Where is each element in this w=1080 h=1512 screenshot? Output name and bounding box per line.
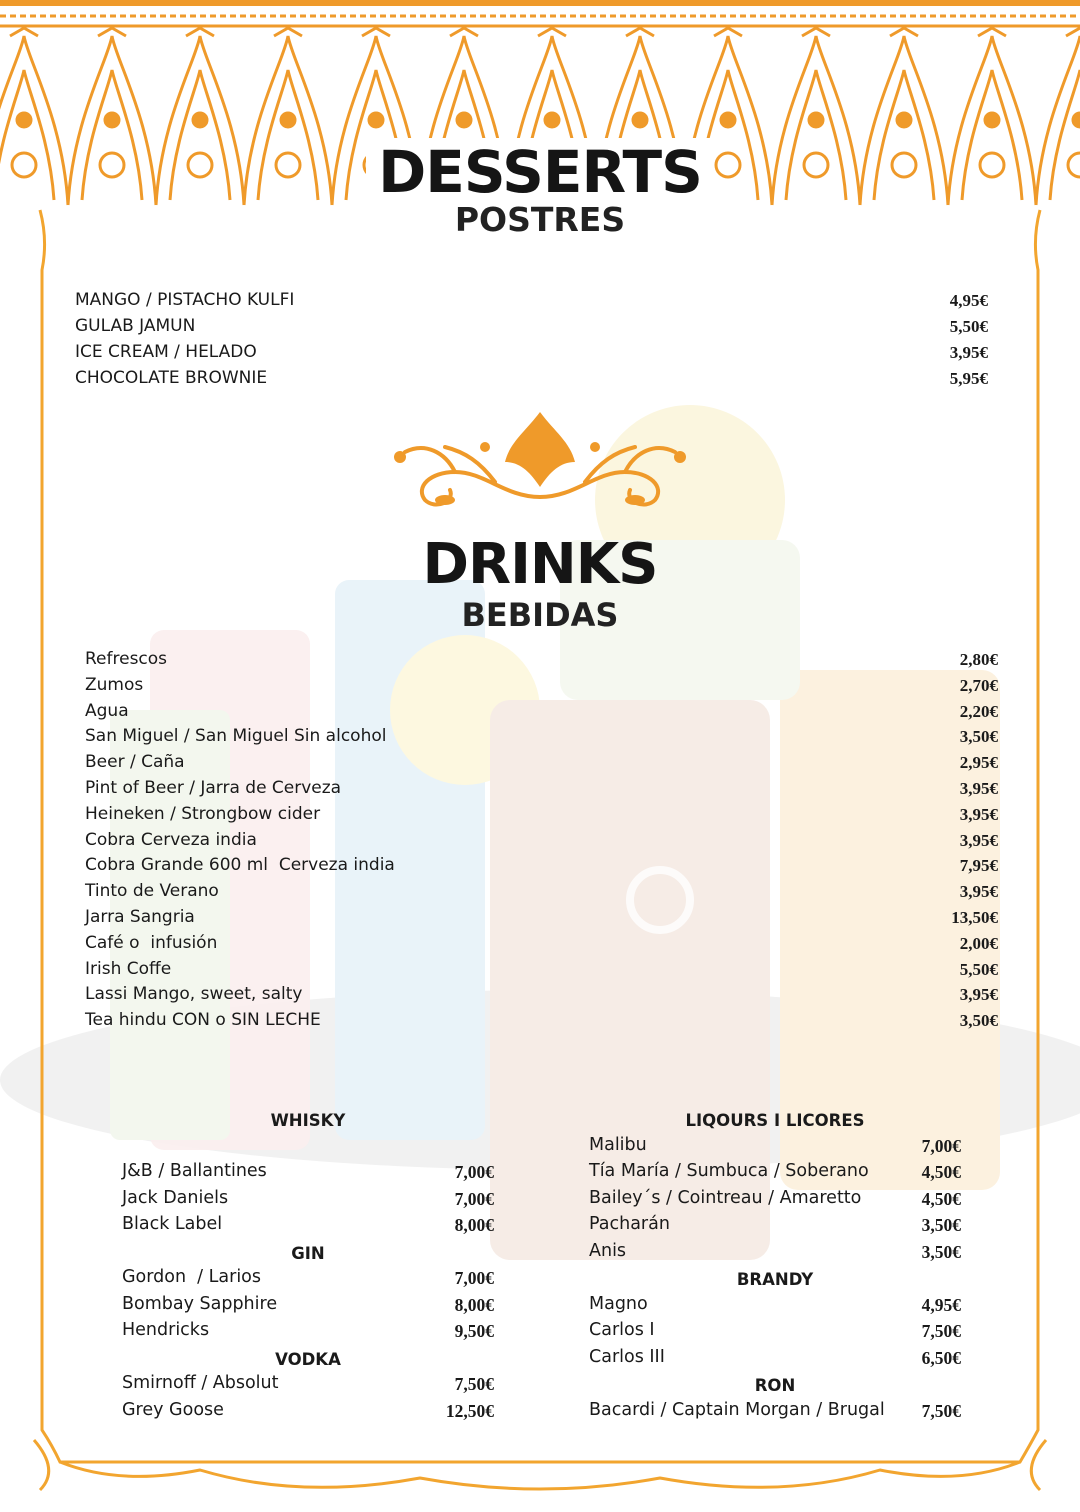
- item-price: 3,50€: [959, 1011, 998, 1031]
- item-name: Tía María / Sumbuca / Soberano: [589, 1161, 869, 1181]
- item-price: 7,00€: [921, 1135, 961, 1156]
- list-item: [85, 959, 998, 985]
- list-item: [85, 804, 998, 830]
- list-item: [85, 701, 998, 727]
- section-heading: LIQOURS I LICORES: [685, 1111, 865, 1130]
- list-item: [122, 1373, 494, 1400]
- item-price: 4,95€: [949, 291, 988, 310]
- item-name: Beer / Caña: [85, 752, 185, 773]
- item-price: 2,70€: [959, 675, 998, 695]
- item-price: 7,50€: [454, 1374, 494, 1394]
- item-name: Magno: [589, 1293, 648, 1314]
- item-name: J&B / Ballantines: [122, 1161, 267, 1181]
- list-item: [589, 1188, 961, 1215]
- item-price: 8,00€: [454, 1294, 494, 1315]
- list-item: [589, 1400, 961, 1427]
- item-price: 3,95€: [959, 985, 998, 1005]
- item-name: San Miguel / San Miguel Sin alcohol: [85, 726, 387, 747]
- item-price: 7,50€: [921, 1321, 961, 1341]
- item-name: GULAB JAMUN: [75, 316, 196, 336]
- drinks-title: DRINKS: [422, 532, 658, 597]
- item-price: 3,50€: [921, 1215, 961, 1235]
- item-name: Gordon / Larios: [122, 1267, 262, 1287]
- desserts-title: DESSERTS: [0, 138, 1080, 206]
- item-price: 2,95€: [959, 753, 998, 773]
- item-price: 2,00€: [959, 933, 998, 953]
- list-item: [85, 675, 998, 701]
- item-price: 3,50€: [921, 1241, 961, 1262]
- spirits-right-column: [589, 1108, 961, 1426]
- list-item: [122, 1161, 494, 1188]
- list-item: [85, 649, 998, 675]
- section-heading: GIN: [291, 1243, 325, 1263]
- item-name: Irish Coffe: [85, 958, 172, 979]
- item-price: 7,50€: [921, 1400, 961, 1421]
- item-name: Carlos I: [589, 1320, 655, 1340]
- item-price: 3,95€: [959, 778, 998, 798]
- item-name: Malibu: [589, 1134, 647, 1155]
- item-name: Tea hindu CON o SIN LECHE: [85, 1010, 321, 1031]
- item-name: Pint of Beer / Jarra de Cerveza: [85, 777, 342, 798]
- item-name: ICE CREAM / HELADO: [75, 342, 257, 362]
- list-item: [122, 1188, 494, 1215]
- item-name: Tinto de Verano: [85, 881, 219, 902]
- item-price: 4,50€: [921, 1162, 961, 1182]
- item-price: 3,95€: [959, 830, 998, 850]
- item-price: 7,00€: [454, 1188, 494, 1209]
- item-name: Cobra Cerveza india: [85, 829, 257, 850]
- item-price: 3,95€: [959, 804, 998, 824]
- list-item: [85, 881, 998, 907]
- list-item: [122, 1267, 494, 1294]
- item-price: 2,80€: [959, 650, 998, 669]
- item-name: CHOCOLATE BROWNIE: [75, 368, 268, 388]
- section-heading: VODKA: [275, 1349, 341, 1369]
- drinks-list: [85, 649, 998, 1036]
- item-price: 7,95€: [959, 856, 998, 876]
- item-price: 4,95€: [921, 1294, 961, 1315]
- list-item: [589, 1161, 961, 1188]
- list-item: [589, 1241, 961, 1268]
- list-item: [75, 368, 988, 394]
- item-name: Café o infusión: [85, 932, 218, 953]
- list-item: [589, 1347, 961, 1374]
- item-name: Zumos: [85, 674, 144, 695]
- list-item: [75, 316, 988, 342]
- item-name: MANGO / PISTACHO KULFI: [75, 290, 295, 310]
- list-item: [589, 1294, 961, 1321]
- item-name: Heineken / Strongbow cider: [85, 803, 321, 824]
- item-price: 5,95€: [949, 369, 988, 388]
- item-price: 5,50€: [959, 959, 998, 979]
- item-price: 6,50€: [921, 1347, 961, 1368]
- item-name: Lassi Mango, sweet, salty: [85, 984, 303, 1005]
- item-name: Smirnoff / Absolut: [122, 1373, 279, 1393]
- desserts-list: [75, 290, 988, 394]
- item-price: 3,50€: [959, 727, 998, 747]
- item-price: 4,50€: [921, 1188, 961, 1209]
- list-item: [85, 1010, 998, 1036]
- list-item: [85, 855, 998, 881]
- item-name: Black Label: [122, 1214, 223, 1234]
- item-price: 5,50€: [949, 317, 988, 336]
- spirits-left-column: [122, 1108, 494, 1426]
- desserts-subtitle: POSTRES: [454, 200, 626, 239]
- list-item: [85, 907, 998, 933]
- list-item: [85, 778, 998, 804]
- item-name: Refrescos: [85, 649, 168, 669]
- item-price: 3,95€: [949, 343, 988, 362]
- item-price: 9,50€: [454, 1321, 494, 1341]
- list-item: [122, 1320, 494, 1347]
- list-item: [85, 933, 998, 959]
- item-name: Bacardi / Captain Morgan / Brugal: [589, 1399, 885, 1420]
- item-price: 7,00€: [454, 1268, 494, 1288]
- list-item: [589, 1135, 961, 1162]
- item-name: Grey Goose: [122, 1399, 224, 1420]
- list-item: [85, 726, 998, 752]
- section-heading: RON: [754, 1376, 796, 1395]
- item-price: 3,95€: [959, 882, 998, 902]
- spacer: [122, 1135, 494, 1162]
- item-name: Bombay Sapphire: [122, 1293, 278, 1314]
- list-item: [122, 1400, 494, 1427]
- list-item: [85, 830, 998, 856]
- item-price: 7,00€: [454, 1162, 494, 1182]
- section-heading: WHISKY: [270, 1111, 346, 1130]
- list-item: [589, 1320, 961, 1347]
- drinks-subtitle: BEBIDAS: [461, 596, 619, 634]
- item-name: Agua: [85, 700, 129, 721]
- item-name: Jack Daniels: [122, 1187, 229, 1208]
- list-item: [122, 1214, 494, 1241]
- item-name: Jarra Sangria: [85, 906, 195, 927]
- list-item: [75, 342, 988, 368]
- item-price: 13,50€: [951, 907, 998, 927]
- list-item: [85, 752, 998, 778]
- item-name: Bailey´s / Cointreau / Amaretto: [589, 1187, 862, 1208]
- section-heading: BRANDY: [736, 1270, 814, 1289]
- item-name: Cobra Grande 600 ml Cerveza india: [85, 855, 395, 876]
- floral-ornament-icon: [385, 402, 695, 514]
- item-name: Pacharán: [589, 1214, 670, 1234]
- item-name: Hendricks: [122, 1320, 210, 1340]
- list-item: [122, 1294, 494, 1321]
- list-item: [589, 1214, 961, 1241]
- list-item: [85, 984, 998, 1010]
- item-name: Anis: [589, 1240, 627, 1261]
- item-name: Carlos III: [589, 1346, 665, 1367]
- item-price: 12,50€: [445, 1400, 494, 1421]
- item-price: 8,00€: [454, 1215, 494, 1235]
- item-price: 2,20€: [959, 701, 998, 721]
- list-item: [75, 290, 988, 316]
